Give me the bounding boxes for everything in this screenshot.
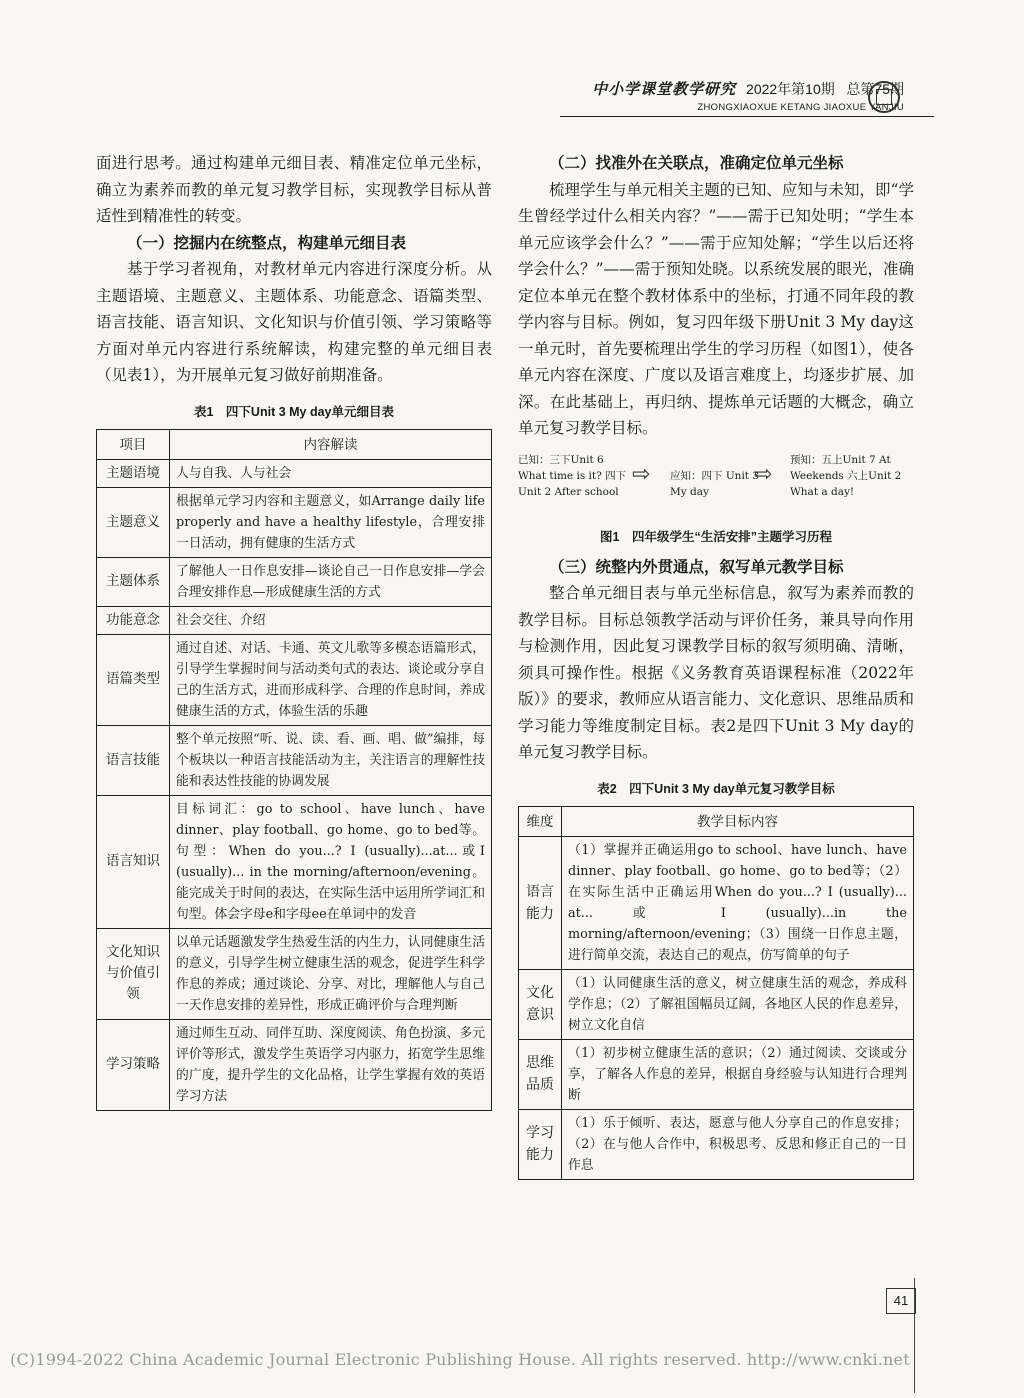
- issue-number: 2022年第10期: [746, 81, 835, 97]
- table-row: [97, 725, 492, 795]
- row-key: 学习能力: [519, 1109, 562, 1179]
- table-header: 维度: [519, 806, 562, 836]
- table-row: [97, 928, 492, 1019]
- row-value: 了解他人一日作息安排—谈论自己一日作息安排—学会合理安排作息—形成健康生活的方式: [170, 557, 492, 606]
- journal-pinyin: ZHONGXIAOXUE KETANG JIAOXUE YANJIU: [697, 102, 904, 113]
- paragraph: 面进行思考。通过构建单元细目表、精准定位单元坐标，确立为素养而教的单元复习教学目标，实现教学目标从普适性到精准性的转变。: [96, 154, 492, 225]
- row-key: 语言技能: [97, 725, 170, 795]
- row-value: 通过师生互动、同伴互助、深度阅读、角色扮演、多元评价等形式，激发学生英语学习内驱力，拓宽学生思维的广度，提升学生的文化品格，让学生掌握有效的英语学习方法: [170, 1019, 492, 1110]
- row-value: 通过自述、对话、卡通、英文儿歌等多模态语篇形式，引导学生掌握时间与活动类句式的表达、谈论或分享自己的生活方式，进而形成科学、合理的作息时间，养成健康生活的方式，体验生活的乐趣: [170, 634, 492, 725]
- table-row: [97, 487, 492, 557]
- unit-detail-table: [96, 429, 492, 1111]
- paragraph: 基于学习者视角，对教材单元内容进行深度分析。从主题语境、主题意义、主题体系、功能意念、语篇类型、语言技能、语言知识、文化知识与价值引领、学习策略等方面对单元内容进行系统解读，构建完整的单元细目表（见表1），为开展单元复习做好前期准备。: [96, 260, 492, 384]
- header-rule: [560, 116, 934, 117]
- journal-title: 中小学课堂教学研究: [592, 80, 737, 98]
- row-key: 思维品质: [519, 1039, 562, 1109]
- page-number: 41: [886, 1288, 916, 1314]
- row-key: 语言能力: [519, 836, 562, 969]
- table-caption: 表1 四下Unit 3 My day单元细目表: [193, 404, 395, 419]
- row-key: 主题体系: [97, 557, 170, 606]
- left-column: [96, 150, 492, 1111]
- row-value: （1）掌握并正确运用go to school、have lunch、have dinner、play football、go home、go to bed等；（2）在实际生活中正确运用When do you...? I (usually)... at... 或 I (usually)...in the morning/afternoon/evening；（3）围绕一日作息主题，进行简单交流，表达自己的观点，仿写简单的句子: [562, 836, 914, 969]
- row-value: 社会交往、介绍: [170, 606, 492, 634]
- row-key: 文化知识与价值引领: [97, 928, 170, 1019]
- row-value: （1）乐于倾听、表达，愿意与他人分享自己的作息安排；（2）在与他人合作中，积极思考、反思和修正自己的一日作息: [562, 1109, 914, 1179]
- right-column: [518, 150, 914, 1180]
- double-arrow-icon: ⇨: [754, 461, 773, 487]
- row-key: 学习策略: [97, 1019, 170, 1110]
- row-key: 主题语境: [97, 459, 170, 487]
- table-header: 教学目标内容: [562, 806, 914, 836]
- row-key: 文化意识: [519, 969, 562, 1039]
- section-heading: （三）统整内外贯通点，叙写单元教学目标: [549, 556, 844, 576]
- copyright-footer: (C)1994-2022 China Academic Journal Electronic Publishing House. All rights reserved. http://www.cnki.net: [10, 1350, 910, 1369]
- row-value: 根据单元学习内容和主题意义，如Arrange daily life properly and have a healthy lifestyle，合理安排一日活动，拥有健康的生活方式: [170, 487, 492, 557]
- table-caption: 表2 四下Unit 3 My day单元复习教学目标: [597, 781, 835, 796]
- figure-node-known: 已知：三下Unit 6 What time is it? 四下Unit 2 After school: [518, 453, 627, 498]
- table-header: 项目: [97, 429, 170, 459]
- table-row: [97, 634, 492, 725]
- table-row: [519, 1109, 914, 1179]
- row-value: （1）初步树立健康生活的意识；（2）通过阅读、交谈或分享，了解各人作息的差异，根据自身经验与认知进行合理判断: [562, 1039, 914, 1109]
- journal-header: [592, 78, 904, 113]
- table-row: [97, 459, 492, 487]
- row-key: 主题意义: [97, 487, 170, 557]
- table-header-row: [97, 429, 492, 459]
- table-header: 内容解读: [170, 429, 492, 459]
- figure-node-should-know: 应知：四下 Unit 3 My day: [670, 469, 760, 498]
- paragraph: 梳理学生与单元相关主题的已知、应知与未知，即“学生曾经学过什么相关内容？”——需于已知处明；“学生本单元应该学会什么？”——需于应知处解；“学生以后还将学会什么？”——需于预知处晓。以系统发展的眼光，准确定位本单元在整个教材体系中的坐标，打通不同年段的教学内容与目标。例如，复习四年级下册Unit 3 My day这一单元时，首先要梳理出学生的学习历程（如图1），使各单元内容在深度、广度以及语言难度上，均逐步扩展、加深。在此基础上，再归纳、提炼单元话题的大概念，确立单元复习教学目标。: [518, 180, 914, 437]
- row-key: 语言知识: [97, 795, 170, 928]
- row-value: 以单元话题激发学生热爱生活的内生力，认同健康生活的意义，引导学生树立健康生活的观念，促进学生科学作息的养成；通过谈论、分享、对比，理解他人与自己一天作息安排的差异性，形成正确评价与合理判断: [170, 928, 492, 1019]
- row-value: 人与自我、人与社会: [170, 459, 492, 487]
- row-value: 目标词汇：go to school、have lunch、have dinner、play football、go home、go to bed等。句型：When do you...? I (usually)...at...或I (usually)... in the morning/afternoon/evening。能完成关于时间的表达，在实际生活中运用所学词汇和句型。体会字母e和字母ee在单词中的发音: [170, 795, 492, 928]
- figure-caption: 图1 四年级学生“生活安排”主题学习历程: [600, 529, 832, 544]
- paragraph: 整合单元细目表与单元坐标信息，叙写为素养而教的教学目标。目标总领教学活动与评价任务，兼具导向作用与检测作用，因此复习课教学目标的叙写须明确、清晰，须具可操作性。根据《义务教育英语课程标准（2022年版）》的要求，教师应从语言能力、文化意识、思维品质和学习能力等维度制定目标。表2是四下Unit 3 My day的单元复习教学目标。: [518, 584, 914, 761]
- section-heading: （一）挖掘内在统整点，构建单元细目表: [127, 232, 407, 252]
- journal-logo-icon: [868, 81, 900, 113]
- row-value: （1）认同健康生活的意义，树立健康生活的观念，养成科学作息；（2）了解祖国幅员辽阔，各地区人民的作息差异，树立文化自信: [562, 969, 914, 1039]
- teaching-goals-table: [518, 806, 914, 1180]
- table-row: [97, 1019, 492, 1110]
- table-header-row: [519, 806, 914, 836]
- total-issue: 总第75期: [846, 81, 904, 97]
- double-arrow-icon: ⇨: [632, 461, 651, 487]
- table-row: [97, 606, 492, 634]
- table-row: [519, 836, 914, 969]
- figure-node-to-know: 预知：五上Unit 7 At Weekends 六上Unit 2 What a day!: [790, 453, 902, 498]
- section-heading: （二）找准外在关联点，准确定位单元坐标: [549, 153, 844, 172]
- learning-path-figure: [518, 448, 914, 526]
- table-row: [97, 557, 492, 606]
- header-line: [592, 78, 904, 99]
- table-row: [519, 969, 914, 1039]
- table-row: [97, 795, 492, 928]
- row-key: 功能意念: [97, 606, 170, 634]
- row-value: 整个单元按照“听、说、读、看、画、唱、做”编排，每个板块以一种语言技能活动为主，关注语言的理解性技能和表达性技能的协调发展: [170, 725, 492, 795]
- table-row: [519, 1039, 914, 1109]
- row-key: 语篇类型: [97, 634, 170, 725]
